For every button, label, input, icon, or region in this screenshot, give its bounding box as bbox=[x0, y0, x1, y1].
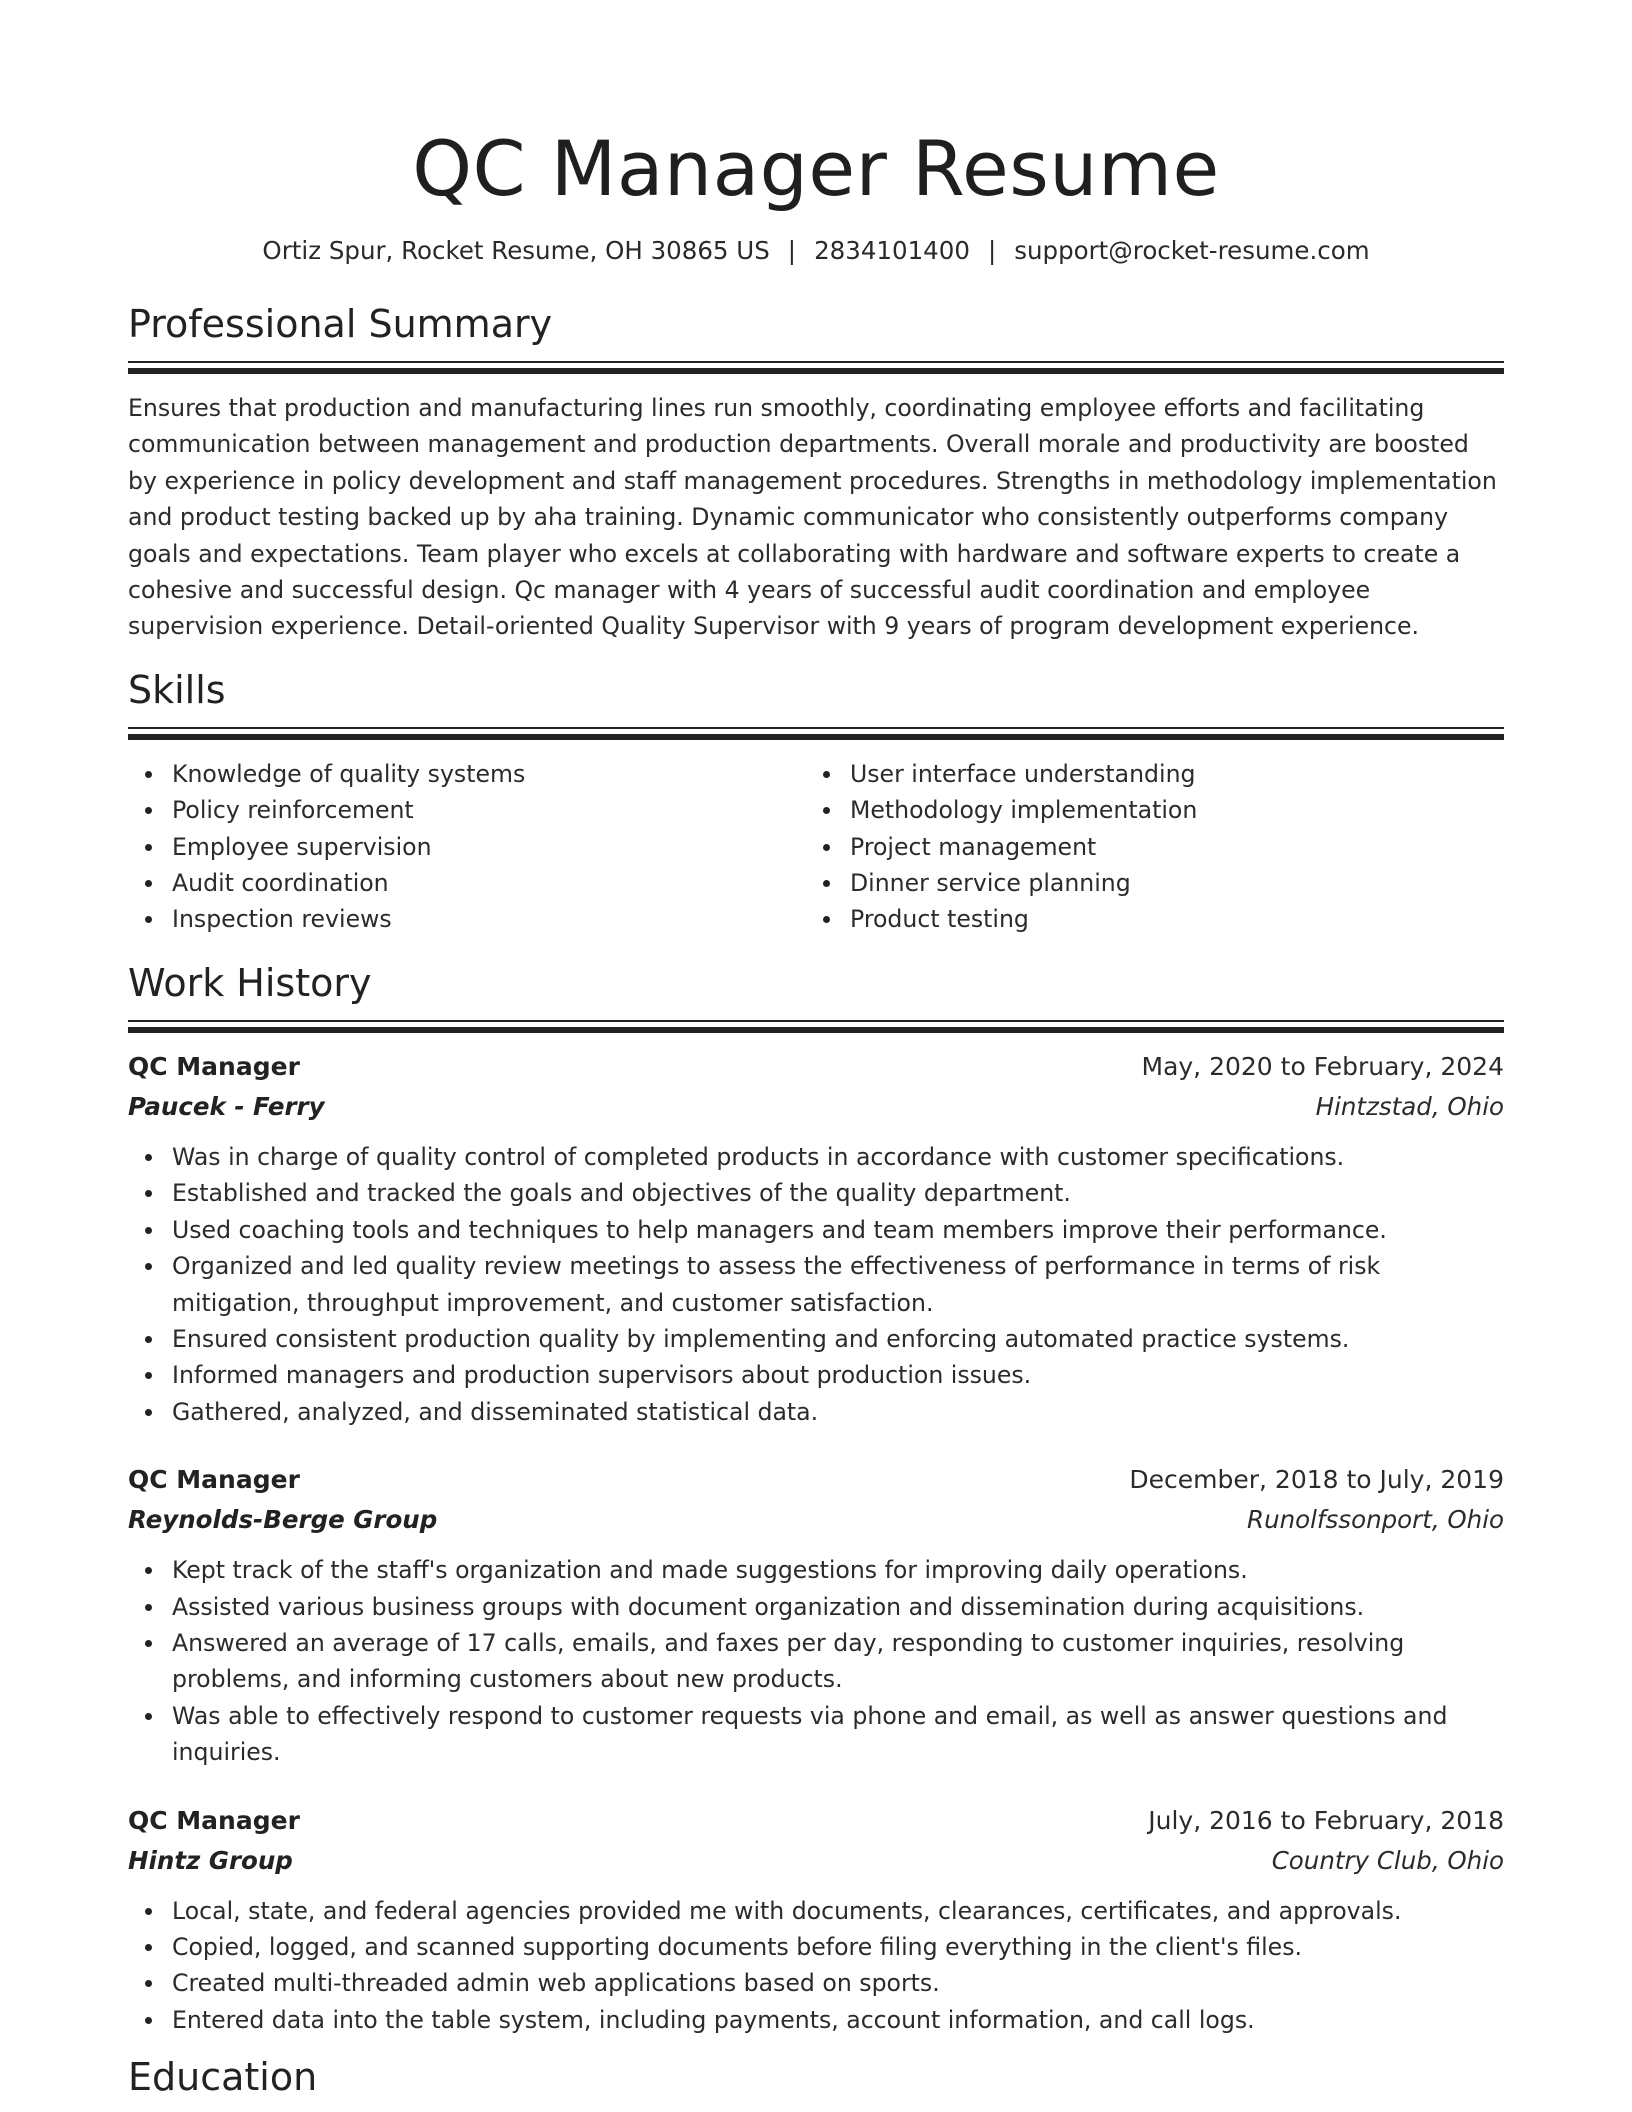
job-company: Reynolds-Berge Group bbox=[128, 1505, 438, 1535]
job-bullet: Assisted various business groups with document organization and dissemination during acquisitions. bbox=[172, 1589, 1504, 1625]
resume-page bbox=[128, 0, 1504, 2102]
skill-item: Product testing bbox=[850, 901, 1484, 937]
skills-section bbox=[128, 665, 1504, 938]
job-bullets bbox=[128, 1139, 1504, 1430]
summary-section bbox=[128, 299, 1504, 645]
contact-phone: 2834101400 bbox=[814, 236, 970, 265]
job-title: QC Manager bbox=[128, 1051, 300, 1081]
skill-item: User interface understanding bbox=[850, 756, 1484, 792]
job-bullet: Kept track of the staff's organization and made suggestions for improving daily operations. bbox=[172, 1552, 1504, 1588]
job-company: Hintz Group bbox=[128, 1845, 293, 1875]
job-bullet: Ensured consistent production quality by implementing and enforcing automated practice systems. bbox=[172, 1321, 1504, 1357]
job-location: Country Club, Ohio bbox=[1271, 1845, 1504, 1875]
job-bullet: Answered an average of 17 calls, emails, and faxes per day, responding to customer inquiries, resolving problems, and informing customers about new products. bbox=[172, 1625, 1504, 1698]
job-subheader bbox=[128, 1500, 1504, 1540]
job-header bbox=[128, 1801, 1504, 1841]
job-bullet: Gathered, analyzed, and disseminated statistical data. bbox=[172, 1394, 1504, 1430]
job-bullet: Established and tracked the goals and objectives of the quality department. bbox=[172, 1175, 1504, 1211]
skills-column-left bbox=[128, 756, 806, 938]
education-section bbox=[128, 2052, 1504, 2102]
job-dates: May, 2020 to February, 2024 bbox=[1141, 1051, 1504, 1081]
job-entry bbox=[128, 1801, 1504, 2039]
section-divider bbox=[128, 1020, 1504, 1033]
work-history-section bbox=[128, 958, 1504, 2038]
section-title-summary: Professional Summary bbox=[128, 302, 553, 346]
skill-item: Audit coordination bbox=[172, 865, 806, 901]
skill-item: Dinner service planning bbox=[850, 865, 1484, 901]
skill-item: Inspection reviews bbox=[172, 901, 806, 937]
resume-title: QC Manager Resume bbox=[412, 124, 1220, 213]
job-title: QC Manager bbox=[128, 1465, 300, 1495]
job-bullet: Local, state, and federal agencies provided me with documents, clearances, certificates, and approvals. bbox=[172, 1893, 1504, 1929]
job-bullet: Was in charge of quality control of completed products in accordance with customer specifications. bbox=[172, 1139, 1504, 1175]
summary-text: Ensures that production and manufacturing lines run smoothly, coordinating employee efforts and facilitating communication between management and production departments. Overall morale and productivity are boosted by experience in policy development and staff management procedures. Strengths in methodology implementation and product testing backed up by aha training. Dynamic communicator who consistently outperforms company goals and expectations. Team player who excels at collaborating with hardware and software experts to create a cohesive and successful design. Qc manager with 4 years of successful audit coordination and employee supervision experience. Detail-oriented Quality Supervisor with 9 years of program development experience. bbox=[128, 394, 1497, 641]
job-dates: July, 2016 to February, 2018 bbox=[1148, 1805, 1504, 1835]
job-bullet: Informed managers and production supervisors about production issues. bbox=[172, 1357, 1504, 1393]
job-bullets bbox=[128, 1552, 1504, 1770]
contact-email: support@rocket-resume.com bbox=[1014, 236, 1370, 265]
skill-item: Project management bbox=[850, 829, 1484, 865]
job-bullet: Entered data into the table system, including payments, account information, and call logs. bbox=[172, 2002, 1504, 2038]
skill-item: Methodology implementation bbox=[850, 792, 1484, 828]
job-header bbox=[128, 1460, 1504, 1500]
job-location: Runolfssonport, Ohio bbox=[1247, 1505, 1504, 1535]
job-bullet: Copied, logged, and scanned supporting documents before filing everything in the client's files. bbox=[172, 1929, 1504, 1965]
job-bullet: Used coaching tools and techniques to help managers and team members improve their performance. bbox=[172, 1212, 1504, 1248]
skills-column-right bbox=[806, 756, 1484, 938]
contact-separator: | bbox=[987, 236, 997, 265]
skills-list bbox=[128, 756, 1504, 938]
job-location: Hintzstad, Ohio bbox=[1315, 1091, 1504, 1121]
job-entry bbox=[128, 1047, 1504, 1430]
section-title-education: Education bbox=[128, 2055, 318, 2100]
job-bullets bbox=[128, 1893, 1504, 2039]
job-dates: December, 2018 to July, 2019 bbox=[1129, 1465, 1504, 1495]
contact-line bbox=[128, 234, 1504, 268]
job-title: QC Manager bbox=[128, 1805, 300, 1835]
job-subheader bbox=[128, 1841, 1504, 1881]
job-subheader bbox=[128, 1087, 1504, 1127]
job-bullet: Was able to effectively respond to customer requests via phone and email, as well as answer questions and inquiries. bbox=[172, 1698, 1504, 1771]
skill-item: Employee supervision bbox=[172, 829, 806, 865]
section-divider bbox=[128, 727, 1504, 740]
job-entry bbox=[128, 1460, 1504, 1770]
section-divider bbox=[128, 361, 1504, 374]
section-title-skills: Skills bbox=[128, 667, 226, 712]
contact-separator: | bbox=[787, 236, 797, 265]
job-bullet: Created multi-threaded admin web applications based on sports. bbox=[172, 1965, 1504, 2001]
job-company: Paucek - Ferry bbox=[128, 1091, 325, 1121]
section-title-work-history: Work History bbox=[128, 960, 372, 1005]
job-bullet: Organized and led quality review meetings to assess the effectiveness of performance in terms of risk mitigation, throughput improvement, and customer satisfaction. bbox=[172, 1248, 1504, 1321]
skill-item: Knowledge of quality systems bbox=[172, 756, 806, 792]
contact-address: Ortiz Spur, Rocket Resume, OH 30865 US bbox=[262, 236, 770, 265]
skill-item: Policy reinforcement bbox=[172, 792, 806, 828]
job-header bbox=[128, 1047, 1504, 1087]
